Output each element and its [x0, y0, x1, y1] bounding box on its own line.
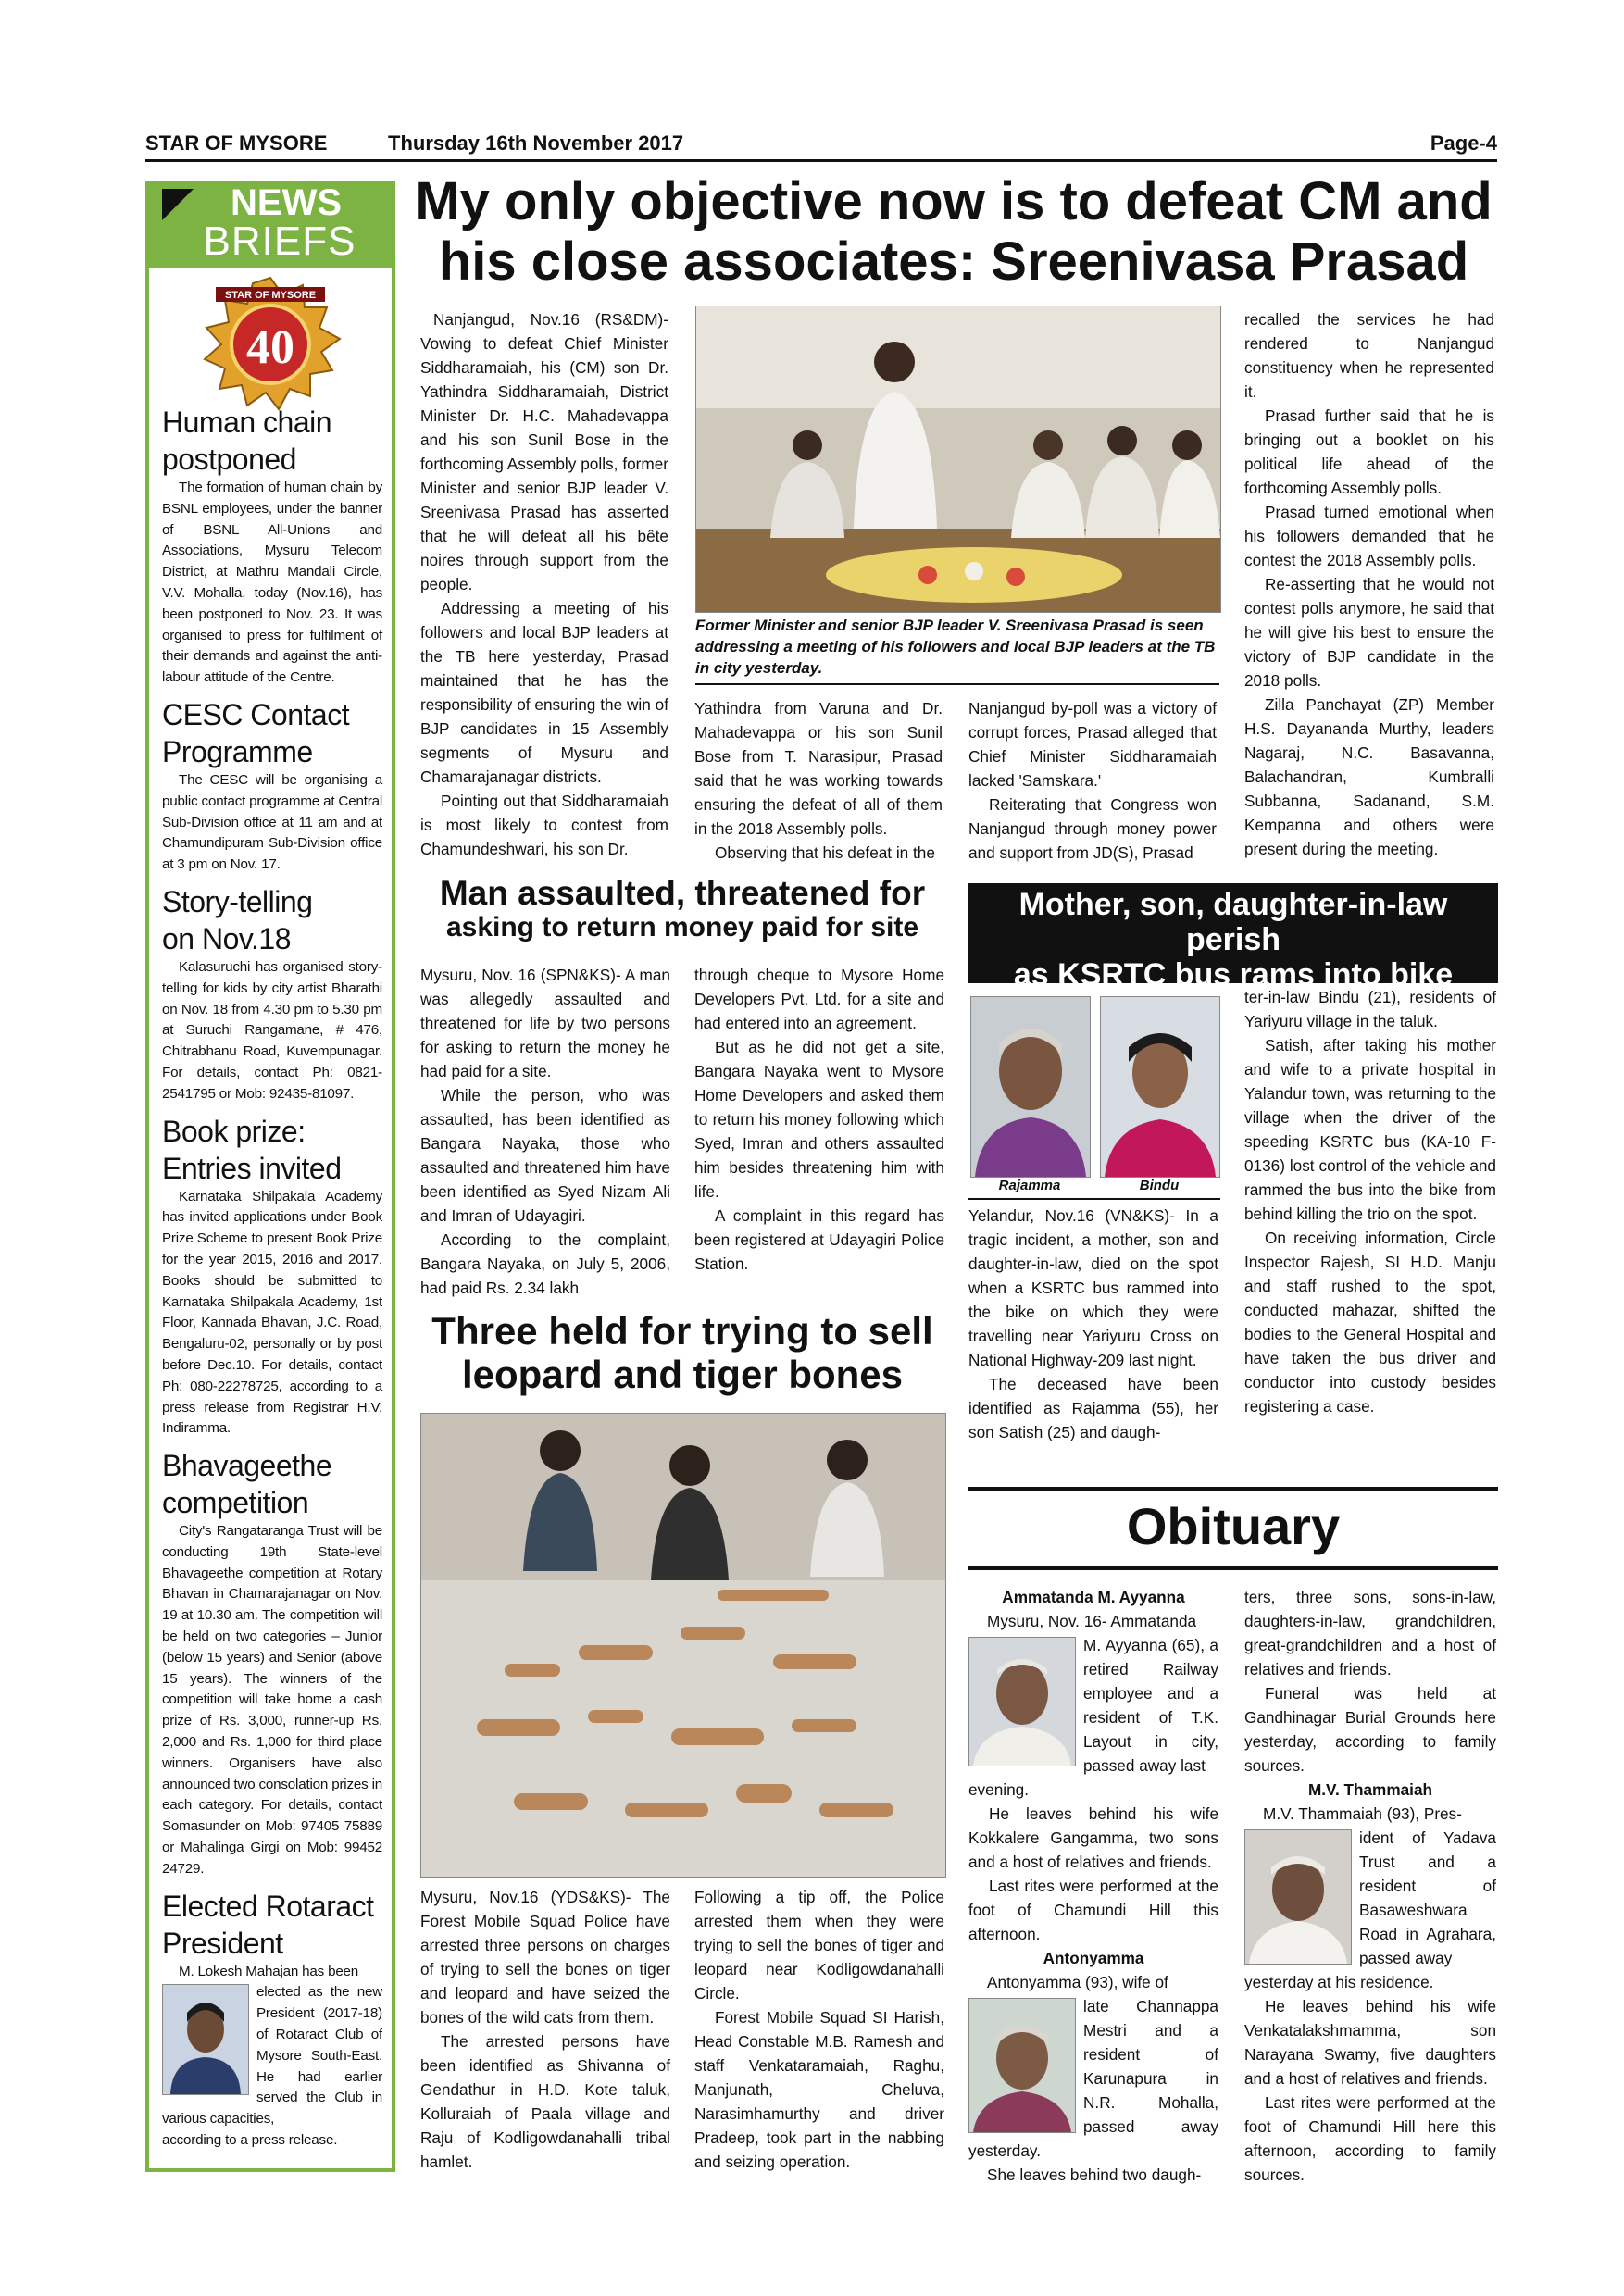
- lokesh-mahajan-photo: [162, 1984, 249, 2095]
- paragraph: ter-in-law Bindu (21), residents of Yariyuru village in the taluk.: [1244, 988, 1496, 1030]
- paragraph: M. Ayyanna (65), a retired Railway employee and a resident of T.K. Layout in city, passed away last: [1083, 1636, 1218, 1775]
- portrait-image: [1245, 1830, 1351, 1964]
- portrait-image: [969, 1999, 1075, 2132]
- brief-body-tail: according to a press release.: [162, 2132, 338, 2149]
- assault-col-2: [694, 963, 944, 1276]
- bus-col-1: [968, 1204, 1218, 1444]
- lead-photo-caption: Former Minister and senior BJP leader V. Sreenivasa Prasad is seen addressing a meeting of his followers and local BJP leaders at the TB in city yesterday.: [695, 617, 1216, 677]
- brief-bhavageethe: [162, 1447, 382, 1880]
- headline-line: as KSRTC bus rams into bike: [1013, 957, 1454, 993]
- brief-title: Human chain: [162, 406, 332, 439]
- lead-col-4: [1244, 307, 1494, 861]
- lead-col-2: [694, 696, 943, 865]
- brief-cesc: [162, 696, 382, 876]
- brief-title: Story-telling: [162, 884, 313, 918]
- brief-body-lead: M. Lokesh Mahajan has been: [179, 1963, 359, 1979]
- paragraph: Antonyamma (93), wife of: [987, 1973, 1168, 1991]
- paragraph: Nanjangud, Nov.16 (RS&DM)- Vowing to defeat Chief Minister Siddharamaiah, his (CM) son Dr. Yathindra Siddharamaiah, District Minister Dr. H.C. Mahadevappa and his son Sunil Bose in the forthcoming Assembly polls, former Minister and senior BJP leader V. Sreenivasa Prasad has asserted that he will defeat all his bête noires through support from the people.: [420, 310, 668, 593]
- brief-title: Bhavageethe: [162, 1449, 332, 1483]
- obituary-rule: [968, 1487, 1498, 1491]
- brief-story-telling: [162, 883, 382, 1105]
- paragraph: Zilla Panchayat (ZP) Member H.S. Dayananda Murthy, leaders Nagaraj, N.C. Basavanna, Balachandran, Kumbralli Subbanna, Sadanand, S.M. Kempanna and others were present during the meeting.: [1244, 695, 1494, 858]
- obituary-name: Ammatanda M. Ayyanna: [1002, 1588, 1185, 1606]
- obituary-wrap: [1244, 1826, 1496, 1970]
- news-briefs-banner: [149, 182, 392, 268]
- paragraph: through cheque to Mysore Home Developers Pvt. Ltd. for a site and had entered into an agreement.: [694, 966, 944, 1032]
- headline-line: Three held for trying to sell: [431, 1309, 933, 1353]
- anniversary-logo: [192, 274, 349, 413]
- leopard-col-2: [694, 1885, 944, 2174]
- bones-photo: [420, 1413, 946, 1878]
- paragraph: While the person, who was assaulted, has been identified as Bangara Nayaka, those who assaulted and threatened him have been identified as Syed Nizam Ali and Imran of Udayagiri.: [420, 1086, 670, 1225]
- obituary-rule: [968, 1566, 1498, 1570]
- lead-col-3: [968, 696, 1217, 865]
- paragraph: Yathindra from Varuna and Dr. Mahadevappa or his son Sunil Bose from T. Narasipur, Prasad said that he was working towards ensuring the defeat of all of them in the 2018 Assembly polls.: [694, 699, 943, 838]
- paragraph: She leaves behind two daugh-: [987, 2165, 1202, 2184]
- brief-book-prize: [162, 1113, 382, 1441]
- paragraph: Forest Mobile Squad SI Harish, Head Constable M.B. Ramesh and staff Venkataramaiah, Raghu, Manjunath, Cheluva, Narasimhamurthy and driver Pradeep, took part in the nabbing and seizing operation.: [694, 2008, 944, 2171]
- obituary-wrap: [968, 1994, 1218, 2163]
- paragraph: Addressing a meeting of his followers and local BJP leaders at the TB here yesterday, Prasad maintained that he has the responsibility of ensuring the win of BJP candidates in 15 Assembly segments of Mysuru and Chamarajanagar districts.: [420, 599, 668, 786]
- headline-line: My only objective now is to defeat CM and: [415, 171, 1493, 231]
- paragraph: Reiterating that Congress won Nanjangud through money power and support from JD(S), Prasad: [968, 795, 1217, 862]
- headline-line: Mother, son, daughter-in-law perish: [1018, 887, 1448, 958]
- obituary-col-2: [1244, 1585, 1496, 2187]
- brief-title: competition: [162, 1486, 309, 1520]
- rajamma-photo: [970, 996, 1091, 1178]
- brief-title: Programme: [162, 734, 313, 768]
- paragraph: Re-asserting that he would not contest polls anymore, he said that he will give his best to ensure the victory of BJP candidate in the 2018 polls.: [1244, 575, 1494, 690]
- brief-title: President: [162, 1926, 283, 1960]
- page-number: Page-4: [1430, 131, 1497, 155]
- brief-title: Entries invited: [162, 1151, 342, 1185]
- paragraph: Mysuru, Nov. 16- Ammatanda: [987, 1612, 1197, 1630]
- paragraph: Prasad turned emotional when his followers demanded that he contest the 2018 Assembly polls.: [1244, 503, 1494, 569]
- logo-number: 40: [246, 321, 294, 374]
- corner-triangle-icon: [162, 189, 194, 220]
- brief-body: Kalasuruchi has organised story-telling for kids by city artist Bharathi on Nov. 18 from 4.30 pm to 5.30 pm at Suruchi Rangamane, # 476, Chitrabhanu Road, Kuvempunagar. For details, contact Ph: 0821-2541795 or Mob: 92435-81097.: [162, 958, 382, 1102]
- issue-date: Thursday 16th November 2017: [388, 131, 684, 155]
- masthead: [145, 128, 1497, 162]
- brief-body-wrap: [162, 1982, 382, 2130]
- obituary-name: Antonyamma: [1043, 1949, 1144, 1967]
- portrait-image: [969, 1638, 1075, 1766]
- paragraph: Mysuru, Nov. 16 (SPN&KS)- A man was allegedly assaulted and threatened for life by two persons for asking to return the money he had paid for a site.: [420, 966, 670, 1080]
- briefs-list: [162, 404, 382, 2152]
- bus-col-2: [1244, 985, 1496, 1418]
- paragraph: Mysuru, Nov.16 (YDS&KS)- The Forest Mobile Squad Police have arrested three persons on charges of trying to sell the bones on tiger and leopard and have seized the bones of the wild cats from them.: [420, 1888, 670, 2027]
- rajamma-label: Rajamma: [998, 1178, 1061, 1193]
- headline-line: leopard and tiger bones: [461, 1353, 904, 1397]
- bus-headline-banner: [968, 883, 1498, 993]
- brief-body: The formation of human chain by BSNL employees, under the banner of BSNL All-Unions and Associations, Mysuru Telecom District, at Mathru Mandali Circle, V.V. Mohalla, today (Nov.16), has been postponed to Nov. 23. It was organised to press for fulfilment of their demands and against the anti-labour attitude of the Centre.: [162, 480, 382, 686]
- paragraph: late Channappa Mestri and a resident of Karunapura in N.R. Mohalla, passed away yesterday.: [968, 1997, 1218, 2160]
- portrait-image: [1101, 997, 1219, 1177]
- obituary-col-1: [968, 1585, 1218, 2187]
- paragraph: Following a tip off, the Police arrested them when they were trying to sell the bones of tiger and leopard near Kodligowdanahalli Circle.: [694, 1888, 944, 2003]
- leopard-col-1: [420, 1885, 670, 2174]
- paragraph: Pointing out that Siddharamaiah is most likely to contest from Chamundeshwari, his son Dr.: [420, 792, 668, 858]
- paragraph: The deceased have been identified as Rajamma (55), her son Satish (25) and daugh-: [968, 1375, 1218, 1441]
- obituary-wrap: [968, 1633, 1218, 1778]
- brief-body: Karnataka Shilpakala Academy has invited applications under Book Prize Scheme to present Book Prize for the year 2015, 2016 and 2017. Books should be submitted to Karnataka Shilpakala Academy, 1st Floor, Kannada Bhavan, J.C. Road, Bengaluru-02, personally or by post before Dec.10. For details, contact Ph: 080-22278725, according to a press release from Registrar H.V. Indiramma.: [162, 1188, 382, 1437]
- paragraph: Satish, after taking his mother and wife to a private hospital in Yalandur town, was returning to the village when the driver of the speeding KSRTC bus (KA-10 F-0136) lost control of the vehicle and rammed the bus into the bike from behind killing the trio on the spot.: [1244, 1036, 1496, 1223]
- caption-divider: [695, 683, 1219, 685]
- paragraph: He leaves behind his wife Kokkalere Gangamma, two sons and a host of relatives and friends.: [968, 1804, 1218, 1871]
- banner-news: NEWS: [231, 182, 342, 223]
- headline-line: asking to return money paid for site: [445, 912, 919, 943]
- paragraph: Yelandur, Nov.16 (VN&KS)- In a tragic incident, a mother, son and daughter-in-law, died on the spot when a KSRTC bus rammed into the bike on which they were travelling near Yariyuru Cross on National Highway-209 last night.: [968, 1206, 1218, 1369]
- assault-headline: [420, 874, 944, 943]
- photo-divider: [968, 1198, 1220, 1200]
- brief-body: elected as the new President (2017-18) of Rotaract Club of Mysore South-East. He had earlier served the Club in various capacities,: [162, 1984, 382, 2128]
- banner-briefs: BRIEFS: [203, 218, 356, 264]
- lead-photo: [695, 306, 1221, 613]
- lead-col-1: [420, 307, 668, 861]
- brief-title: CESC Contact: [162, 697, 350, 731]
- bindu-label: Bindu: [1139, 1178, 1180, 1193]
- leopard-headline: [420, 1309, 944, 1396]
- news-briefs-sidebar: [145, 181, 395, 2172]
- brief-title: postponed: [162, 443, 296, 476]
- brief-body: City's Rangataranga Trust will be conducting 19th State-level Bhavageethe competition at Rotary Bhavan in Chamarajanagar on Nov. 19 at 10.30 am. The competition will be held on two categories – Junior (below 15 years) and Senior (above 15 years). The winners of the competition will take home a cash prize of Rs. 3,000, runner-up Rs. 2,000 and Rs. 1,000 for third place winners. Organisers have also announced two consolation prizes in each category. For details, contact Somasunder on Mob: 97405 75889 or Mahalinga Girgi on Mob: 99452 24729.: [162, 1523, 382, 1877]
- paragraph: He leaves behind his wife Venkatalakshmamma, son Narayana Swamy, five daughters and a host of relatives and friends.: [1244, 1997, 1496, 2088]
- portrait-image: [971, 997, 1090, 1177]
- paragraph: ident of Yadava Trust and a resident of Basaweshwara Road in Agrahara, passed away: [1359, 1828, 1496, 1967]
- assault-col-1: [420, 963, 670, 1300]
- paragraph: ters, three sons, sons-in-law, daughters-in-law, grandchildren, great-grandchildren and a host of relatives and friends.: [1244, 1588, 1496, 1678]
- meeting-photo-image: [696, 306, 1220, 612]
- paragraph: yesterday at his residence.: [1244, 1973, 1434, 1991]
- brief-title: on Nov.18: [162, 921, 291, 955]
- paragraph: Last rites were performed at the foot of Chamundi Hill here this afternoon, according to family sources.: [1244, 2093, 1496, 2184]
- brief-title: Book prize:: [162, 1114, 306, 1148]
- brief-title: Elected Rotaract: [162, 1889, 374, 1923]
- lead-headline: [407, 172, 1500, 293]
- logo-text: STAR OF MYSORE: [224, 290, 317, 301]
- paragraph: The arrested persons have been identified as Shivanna of Gendathur in H.D. Kote taluk, Kolluraiah of Paala village and Raju of Kodligowdanahalli tribal hamlet.: [420, 2032, 670, 2171]
- antonyamma-photo: [968, 1998, 1076, 2133]
- obituary-name: M.V. Thammaiah: [1307, 1780, 1433, 1799]
- headline-line: Man assaulted, threatened for: [439, 874, 926, 912]
- thammaiah-photo: [1244, 1829, 1352, 1965]
- paragraph: evening.: [968, 1780, 1029, 1799]
- paragraph: A complaint in this regard has been registered at Udayagiri Police Station.: [694, 1206, 944, 1273]
- brief-human-chain: [162, 404, 382, 689]
- paragraph: M.V. Thammaiah (93), Pres-: [1263, 1804, 1462, 1823]
- brief-body: The CESC will be organising a public contact programme at Central Sub-Division office at 11 am and at Chamundipuram Sub-Division office at 3 pm on Nov. 17.: [162, 771, 382, 873]
- paragraph: On receiving information, Circle Inspector Rajesh, SI H.D. Manju and staff rushed to the spot, conducted mahazar, shifted the bodies to the General Hospital and have taken the bus driver and conductor into custody besides registering a case.: [1244, 1229, 1496, 1416]
- paragraph: Prasad further said that he is bringing out a booklet on his political life ahead of the forthcoming Assembly polls.: [1244, 406, 1494, 497]
- paragraph: recalled the services he had rendered to Nanjangud constituency when he represented it.: [1244, 310, 1494, 401]
- paragraph: Observing that his defeat in the: [715, 843, 935, 862]
- paragraph: According to the complaint, Bangara Nayaka, on July 5, 2006, had paid Rs. 2.34 lakh: [420, 1230, 670, 1297]
- seized-bones-image: [421, 1414, 945, 1877]
- obituary-title: Obituary: [1126, 1497, 1341, 1555]
- paper-name: STAR OF MYSORE: [145, 131, 328, 155]
- paragraph: Funeral was held at Gandhinagar Burial Grounds here yesterday, according to family sources.: [1244, 1684, 1496, 1775]
- paragraph: But as he did not get a site, Bangara Nayaka went to Mysore Home Developers and asked them to return his money following which Syed, Imran and others assaulted him besides threatening him with life.: [694, 1038, 944, 1201]
- bindu-photo: [1100, 996, 1220, 1178]
- headline-line: his close associates: Sreenivasa Prasad: [438, 231, 1469, 292]
- brief-rotaract: [162, 1888, 382, 2152]
- ayyanna-photo: [968, 1637, 1076, 1766]
- portrait-image: [163, 1985, 248, 2094]
- paragraph: Nanjangud by-poll was a victory of corrupt forces, Prasad alleged that Chief Minister Siddharamaiah lacked 'Samskara.': [968, 699, 1217, 790]
- paragraph: Last rites were performed at the foot of Chamundi Hill this afternoon.: [968, 1877, 1218, 1943]
